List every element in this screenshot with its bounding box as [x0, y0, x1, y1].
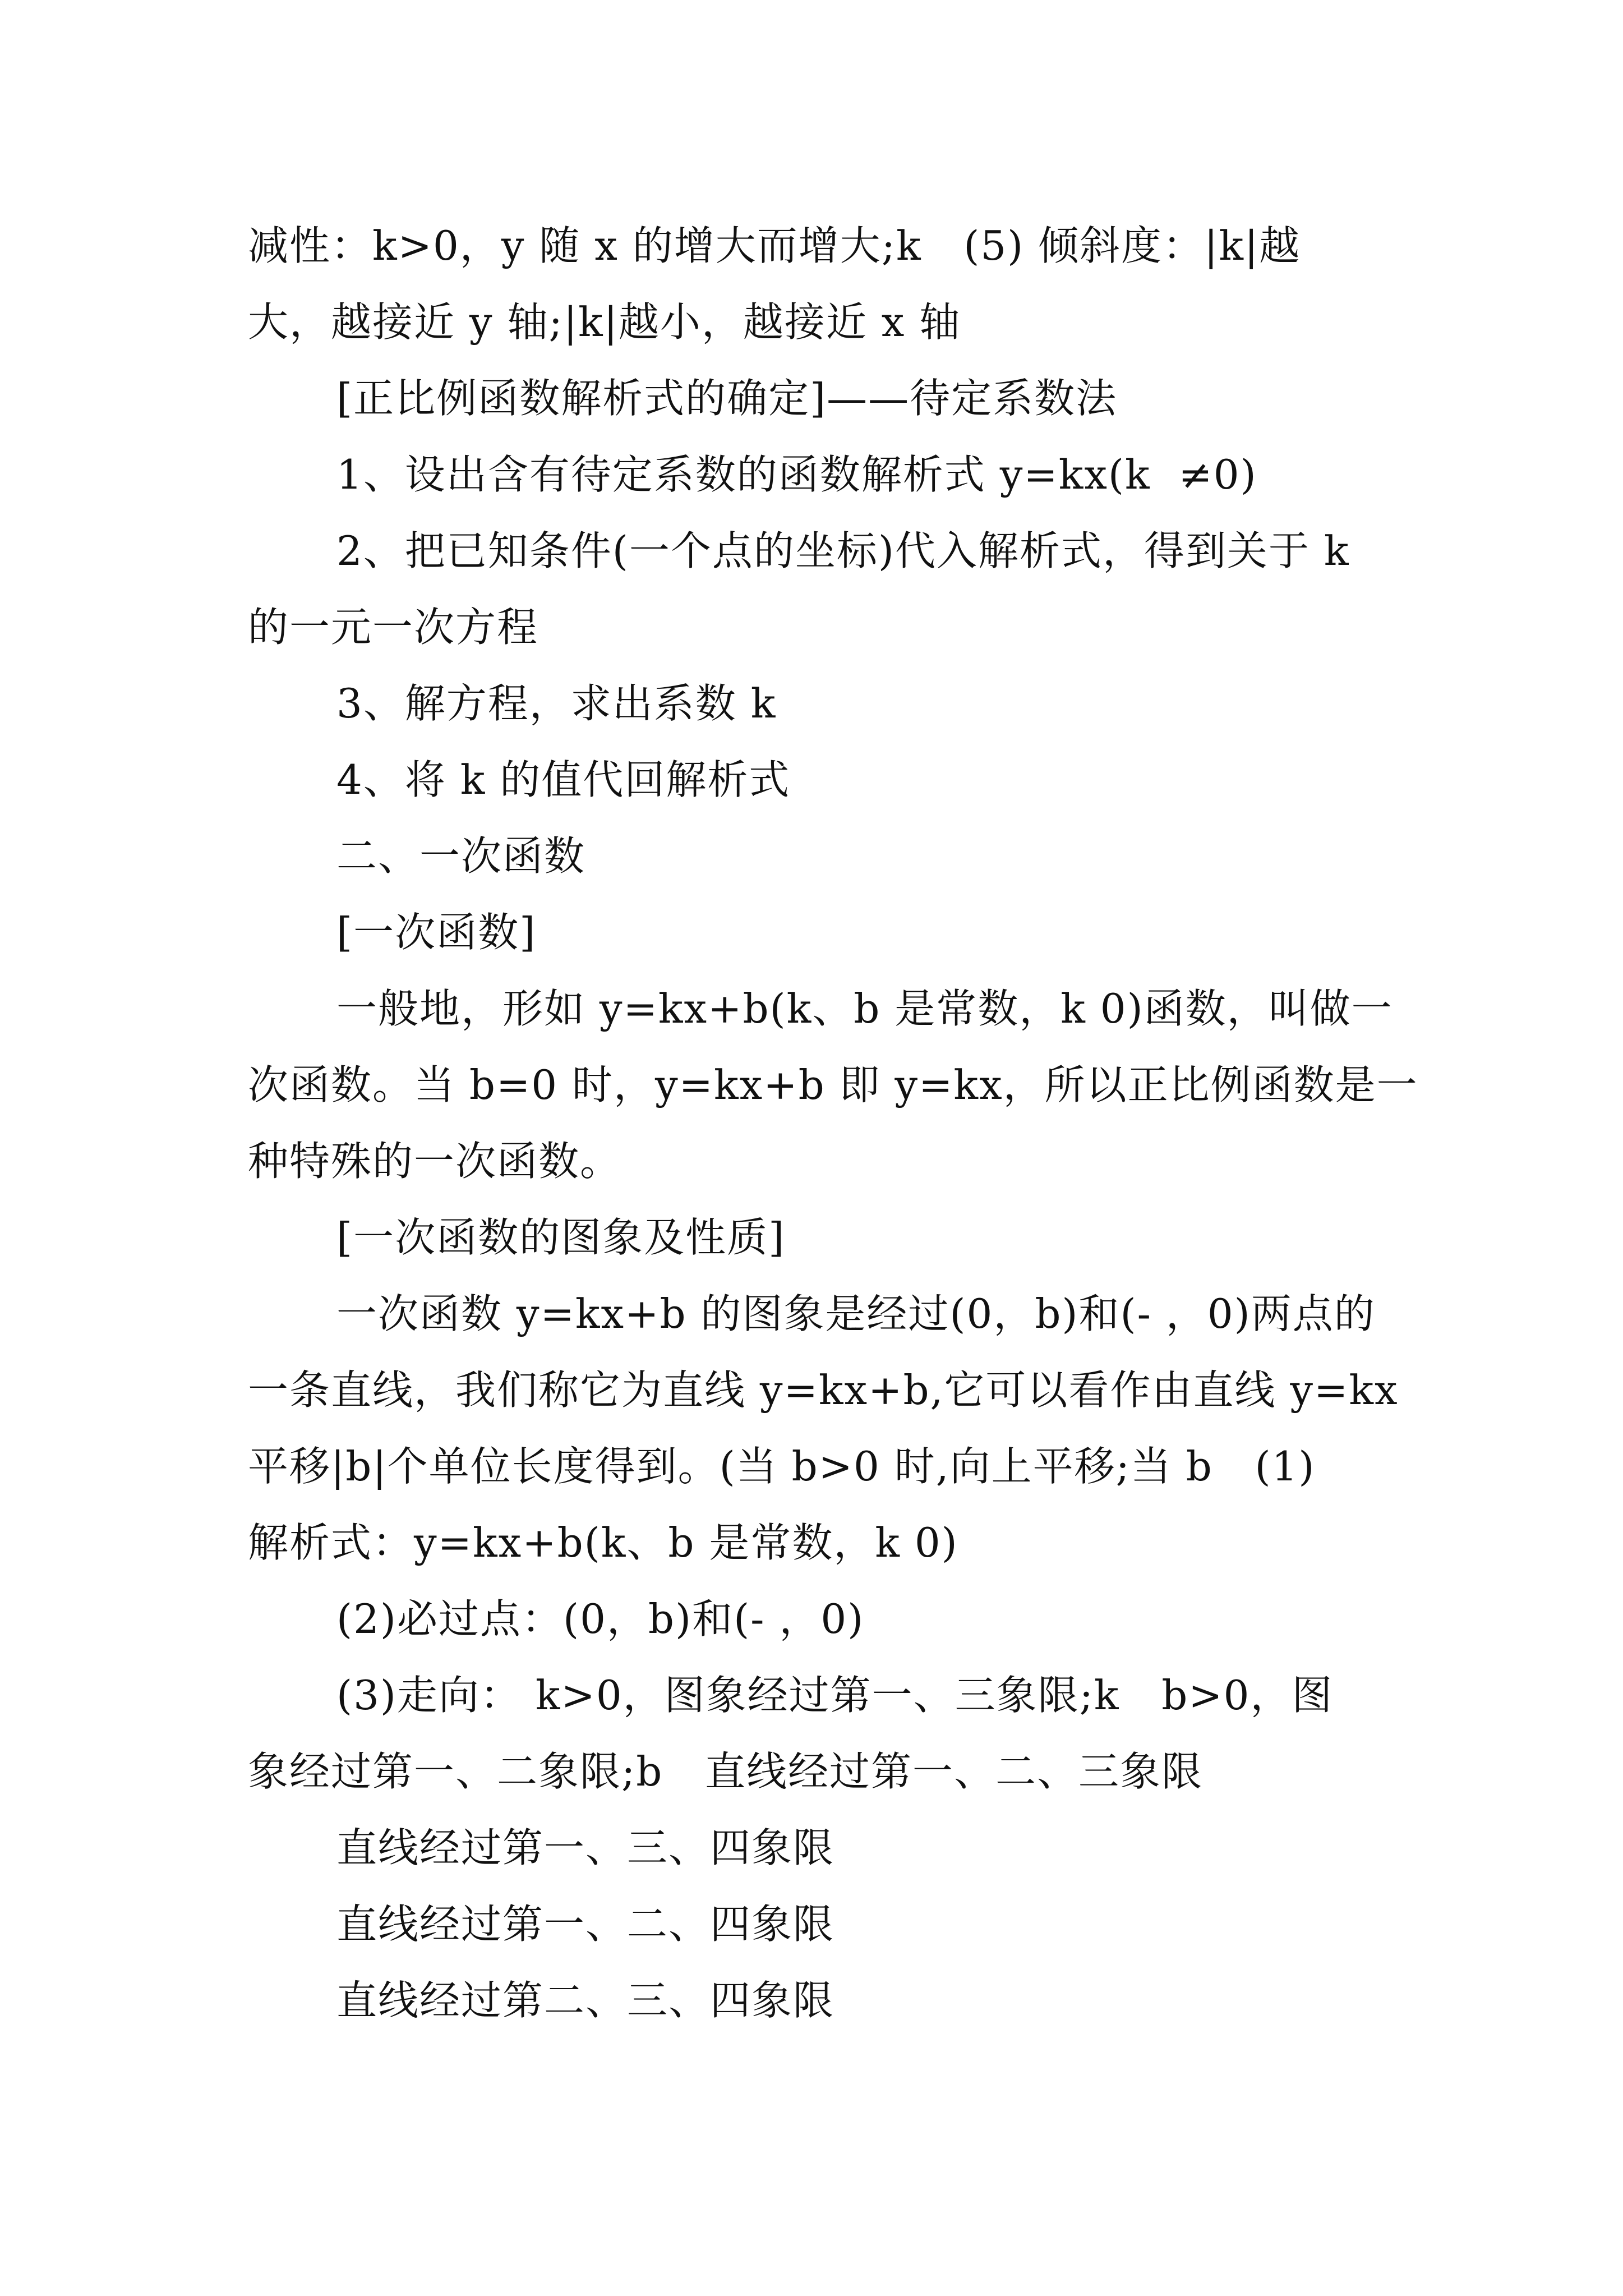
text-line-22: 直线经过第一、三、四象限	[336, 1824, 835, 1871]
text-line-16: 一条直线，我们称它为直线 y=kx+b,它可以看作由直线 y=kx	[248, 1366, 1399, 1414]
text-line-14: [一次函数的图象及性质]	[336, 1214, 786, 1261]
text-line-9: 二、一次函数	[336, 832, 586, 880]
text-line-8: 4、将 k 的值代回解析式	[336, 756, 791, 803]
text-line-23: 直线经过第一、二、四象限	[336, 1901, 835, 1948]
text-line-6: 的一元一次方程	[248, 604, 539, 651]
text-line-17: 平移|b|个单位长度得到。(当 b>0 时,向上平移;当 b (1)	[248, 1443, 1316, 1490]
text-line-1: 减性：k>0，y 随 x 的增大而增大;k (5) 倾斜度：|k|越	[248, 222, 1301, 269]
text-line-7: 3、解方程，求出系数 k	[336, 680, 777, 727]
text-line-10: [一次函数]	[336, 909, 537, 956]
text-line-11: 一般地，形如 y=kx+b(k、b 是常数，k 0)函数，叫做一	[336, 985, 1393, 1032]
text-line-4: 1、设出含有待定系数的函数解析式 y=kx(k ≠0)	[336, 451, 1257, 498]
text-line-18: 解析式：y=kx+b(k、b 是常数，k 0)	[248, 1519, 958, 1566]
text-line-12: 次函数。当 b=0 时，y=kx+b 即 y=kx，所以正比例函数是一	[248, 1061, 1418, 1108]
text-line-2: 大，越接近 y 轴;|k|越小，越接近 x 轴	[248, 298, 961, 346]
text-line-5: 2、把已知条件(一个点的坐标)代入解析式，得到关于 k	[336, 527, 1350, 574]
text-line-13: 种特殊的一次函数。	[248, 1138, 622, 1185]
text-line-21: 象经过第一、二象限;b 直线经过第一、二、三象限	[248, 1748, 1204, 1795]
text-line-20: (3)走向： k>0，图象经过第一、三象限;k b>0，图	[336, 1672, 1334, 1719]
text-line-24: 直线经过第二、三、四象限	[336, 1977, 835, 2024]
text-line-19: (2)必过点：(0，b)和(- ，0)	[336, 1595, 865, 1642]
text-line-15: 一次函数 y=kx+b 的图象是经过(0，b)和(- ，0)两点的	[336, 1290, 1376, 1337]
text-line-3: [正比例函数解析式的确定]——待定系数法	[336, 375, 1118, 422]
